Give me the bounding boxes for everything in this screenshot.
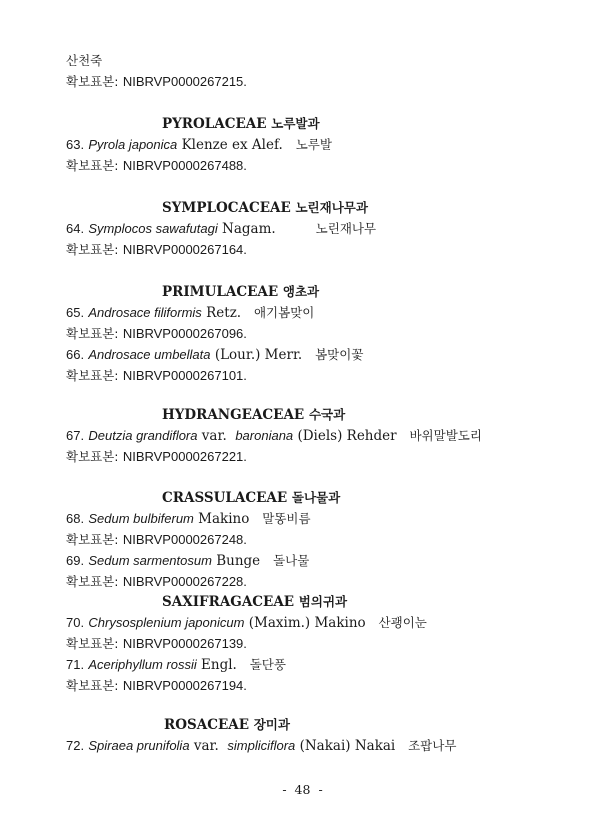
korean-name: 봄맞이꽃 <box>315 347 364 362</box>
specimen-line <box>66 635 247 653</box>
korean-name: 바위말발도리 <box>409 428 482 443</box>
scientific-name: Deutzia grandiflora <box>88 428 198 443</box>
specimen-id: NIBRVP0000267164. <box>122 242 247 257</box>
specimen-line <box>66 448 247 466</box>
family-latin-name: PRIMULACEAE <box>162 284 279 300</box>
scientific-name: Sedum bulbiferum <box>88 511 194 526</box>
scientific-name: Androsace umbellata <box>88 347 211 362</box>
entry-number: 70. <box>66 615 85 630</box>
author-citation: (Lour.) Merr. <box>214 347 303 363</box>
family-korean-name: 노루발과 <box>271 116 320 131</box>
scientific-name: Symplocos sawafutagi <box>88 221 218 236</box>
specimen-line <box>66 367 247 385</box>
specimen-id: NIBRVP0000267194. <box>122 678 247 693</box>
scientific-name: Androsace filiformis <box>88 305 202 320</box>
specimen-label: 확보표본: <box>66 158 119 173</box>
entry-number: 69. <box>66 553 85 568</box>
variety-marker: var. <box>193 738 219 754</box>
continued-korean-name <box>66 52 102 70</box>
family-latin-name: CRASSULACEAE <box>162 490 288 506</box>
korean-name: 산괭이눈 <box>378 615 427 630</box>
scientific-name: Aceriphyllum rossii <box>88 657 197 672</box>
specimen-line <box>66 157 247 175</box>
specimen-line <box>66 241 247 259</box>
specimen-id: NIBRVP0000267096. <box>122 326 247 341</box>
entry-number: 63. <box>66 137 85 152</box>
specimen-line <box>66 325 247 343</box>
family-korean-name: 수국과 <box>308 407 346 422</box>
footer-dash-right: - <box>318 782 323 797</box>
family-latin-name: HYDRANGEACEAE <box>162 407 305 423</box>
korean-name: 노루발 <box>295 137 332 152</box>
korean-name: 말똥비름 <box>262 511 311 526</box>
specimen-line <box>66 573 247 591</box>
specimen-id: NIBRVP0000267101. <box>122 368 247 383</box>
species-entry-68 <box>66 510 311 528</box>
author-citation: Makino <box>198 511 250 527</box>
family-korean-name: 노린재나무과 <box>295 200 368 215</box>
page-footer <box>0 782 597 798</box>
footer-dash-left: - <box>282 782 287 797</box>
author-citation: Nagam. <box>222 221 276 237</box>
entry-number: 65. <box>66 305 85 320</box>
scientific-name: Sedum sarmentosum <box>88 553 212 568</box>
korean-name: 노린재나무 <box>315 221 377 236</box>
author-citation: Retz. <box>206 305 242 321</box>
specimen-label: 확보표본: <box>66 368 119 383</box>
author-citation: (Nakai) Nakai <box>299 738 396 754</box>
specimen-id: NIBRVP0000267248. <box>122 532 247 547</box>
specimen-id: NIBRVP0000267228. <box>122 574 247 589</box>
species-entry-65 <box>66 304 314 322</box>
specimen-label: 확보표본: <box>66 574 119 589</box>
family-latin-name: PYROLACEAE <box>162 116 267 132</box>
korean-name: 돌나물 <box>273 553 310 568</box>
species-entry-63 <box>66 136 332 154</box>
scientific-name: Pyrola japonica <box>88 137 178 152</box>
specimen-label: 확보표본: <box>66 678 119 693</box>
korean-name: 애기봄맞이 <box>253 305 315 320</box>
entry-number: 64. <box>66 221 85 236</box>
specimen-label: 확보표본: <box>66 636 119 651</box>
specimen-id: NIBRVP0000267488. <box>122 158 247 173</box>
specimen-line <box>66 531 247 549</box>
entry-number: 68. <box>66 511 85 526</box>
scientific-name: Spiraea prunifolia <box>88 738 190 753</box>
species-entry-69 <box>66 552 309 570</box>
family-korean-name: 앵초과 <box>282 284 320 299</box>
korean-name: 돌단풍 <box>249 657 286 672</box>
variety-name: simpliciflora <box>227 738 296 753</box>
family-latin-name: SYMPLOCACEAE <box>162 200 291 216</box>
author-citation: (Maxim.) Makino <box>248 615 366 631</box>
entry-number: 66. <box>66 347 85 362</box>
page-number: 48 <box>294 782 311 797</box>
species-entry-66 <box>66 346 363 364</box>
species-entry-64 <box>66 220 376 238</box>
species-entry-71 <box>66 656 286 674</box>
korean-name: 조팝나무 <box>408 738 457 753</box>
entry-number: 71. <box>66 657 85 672</box>
specimen-id: NIBRVP0000267215. <box>122 74 247 89</box>
specimen-line <box>66 73 247 91</box>
korean-name: 산천죽 <box>66 53 103 68</box>
author-citation: Bunge <box>216 553 261 569</box>
specimen-label: 확보표본: <box>66 242 119 257</box>
author-citation: (Diels) Rehder <box>297 428 397 444</box>
entry-number: 67. <box>66 428 85 443</box>
specimen-label: 확보표본: <box>66 449 119 464</box>
entry-number: 72. <box>66 738 85 753</box>
variety-marker: var. <box>201 428 227 444</box>
specimen-id: NIBRVP0000267139. <box>122 636 247 651</box>
specimen-line <box>66 677 247 695</box>
family-latin-name: ROSACEAE <box>164 717 250 733</box>
species-entry-67 <box>66 427 482 445</box>
family-korean-name: 범의귀과 <box>298 594 348 609</box>
species-entry-72 <box>66 737 456 755</box>
specimen-id: NIBRVP0000267221. <box>122 449 247 464</box>
family-korean-name: 돌나물과 <box>291 490 341 505</box>
specimen-label: 확보표본: <box>66 74 119 89</box>
author-citation: Engl. <box>201 657 237 673</box>
specimen-label: 확보표본: <box>66 326 119 341</box>
family-korean-name: 장미과 <box>253 717 290 732</box>
scientific-name: Chrysosplenium japonicum <box>88 615 245 630</box>
author-citation: Klenze ex Alef. <box>181 137 283 153</box>
family-latin-name: SAXIFRAGACEAE <box>162 594 295 610</box>
specimen-label: 확보표본: <box>66 532 119 547</box>
variety-name: baroniana <box>235 428 294 443</box>
species-entry-70 <box>66 614 427 632</box>
